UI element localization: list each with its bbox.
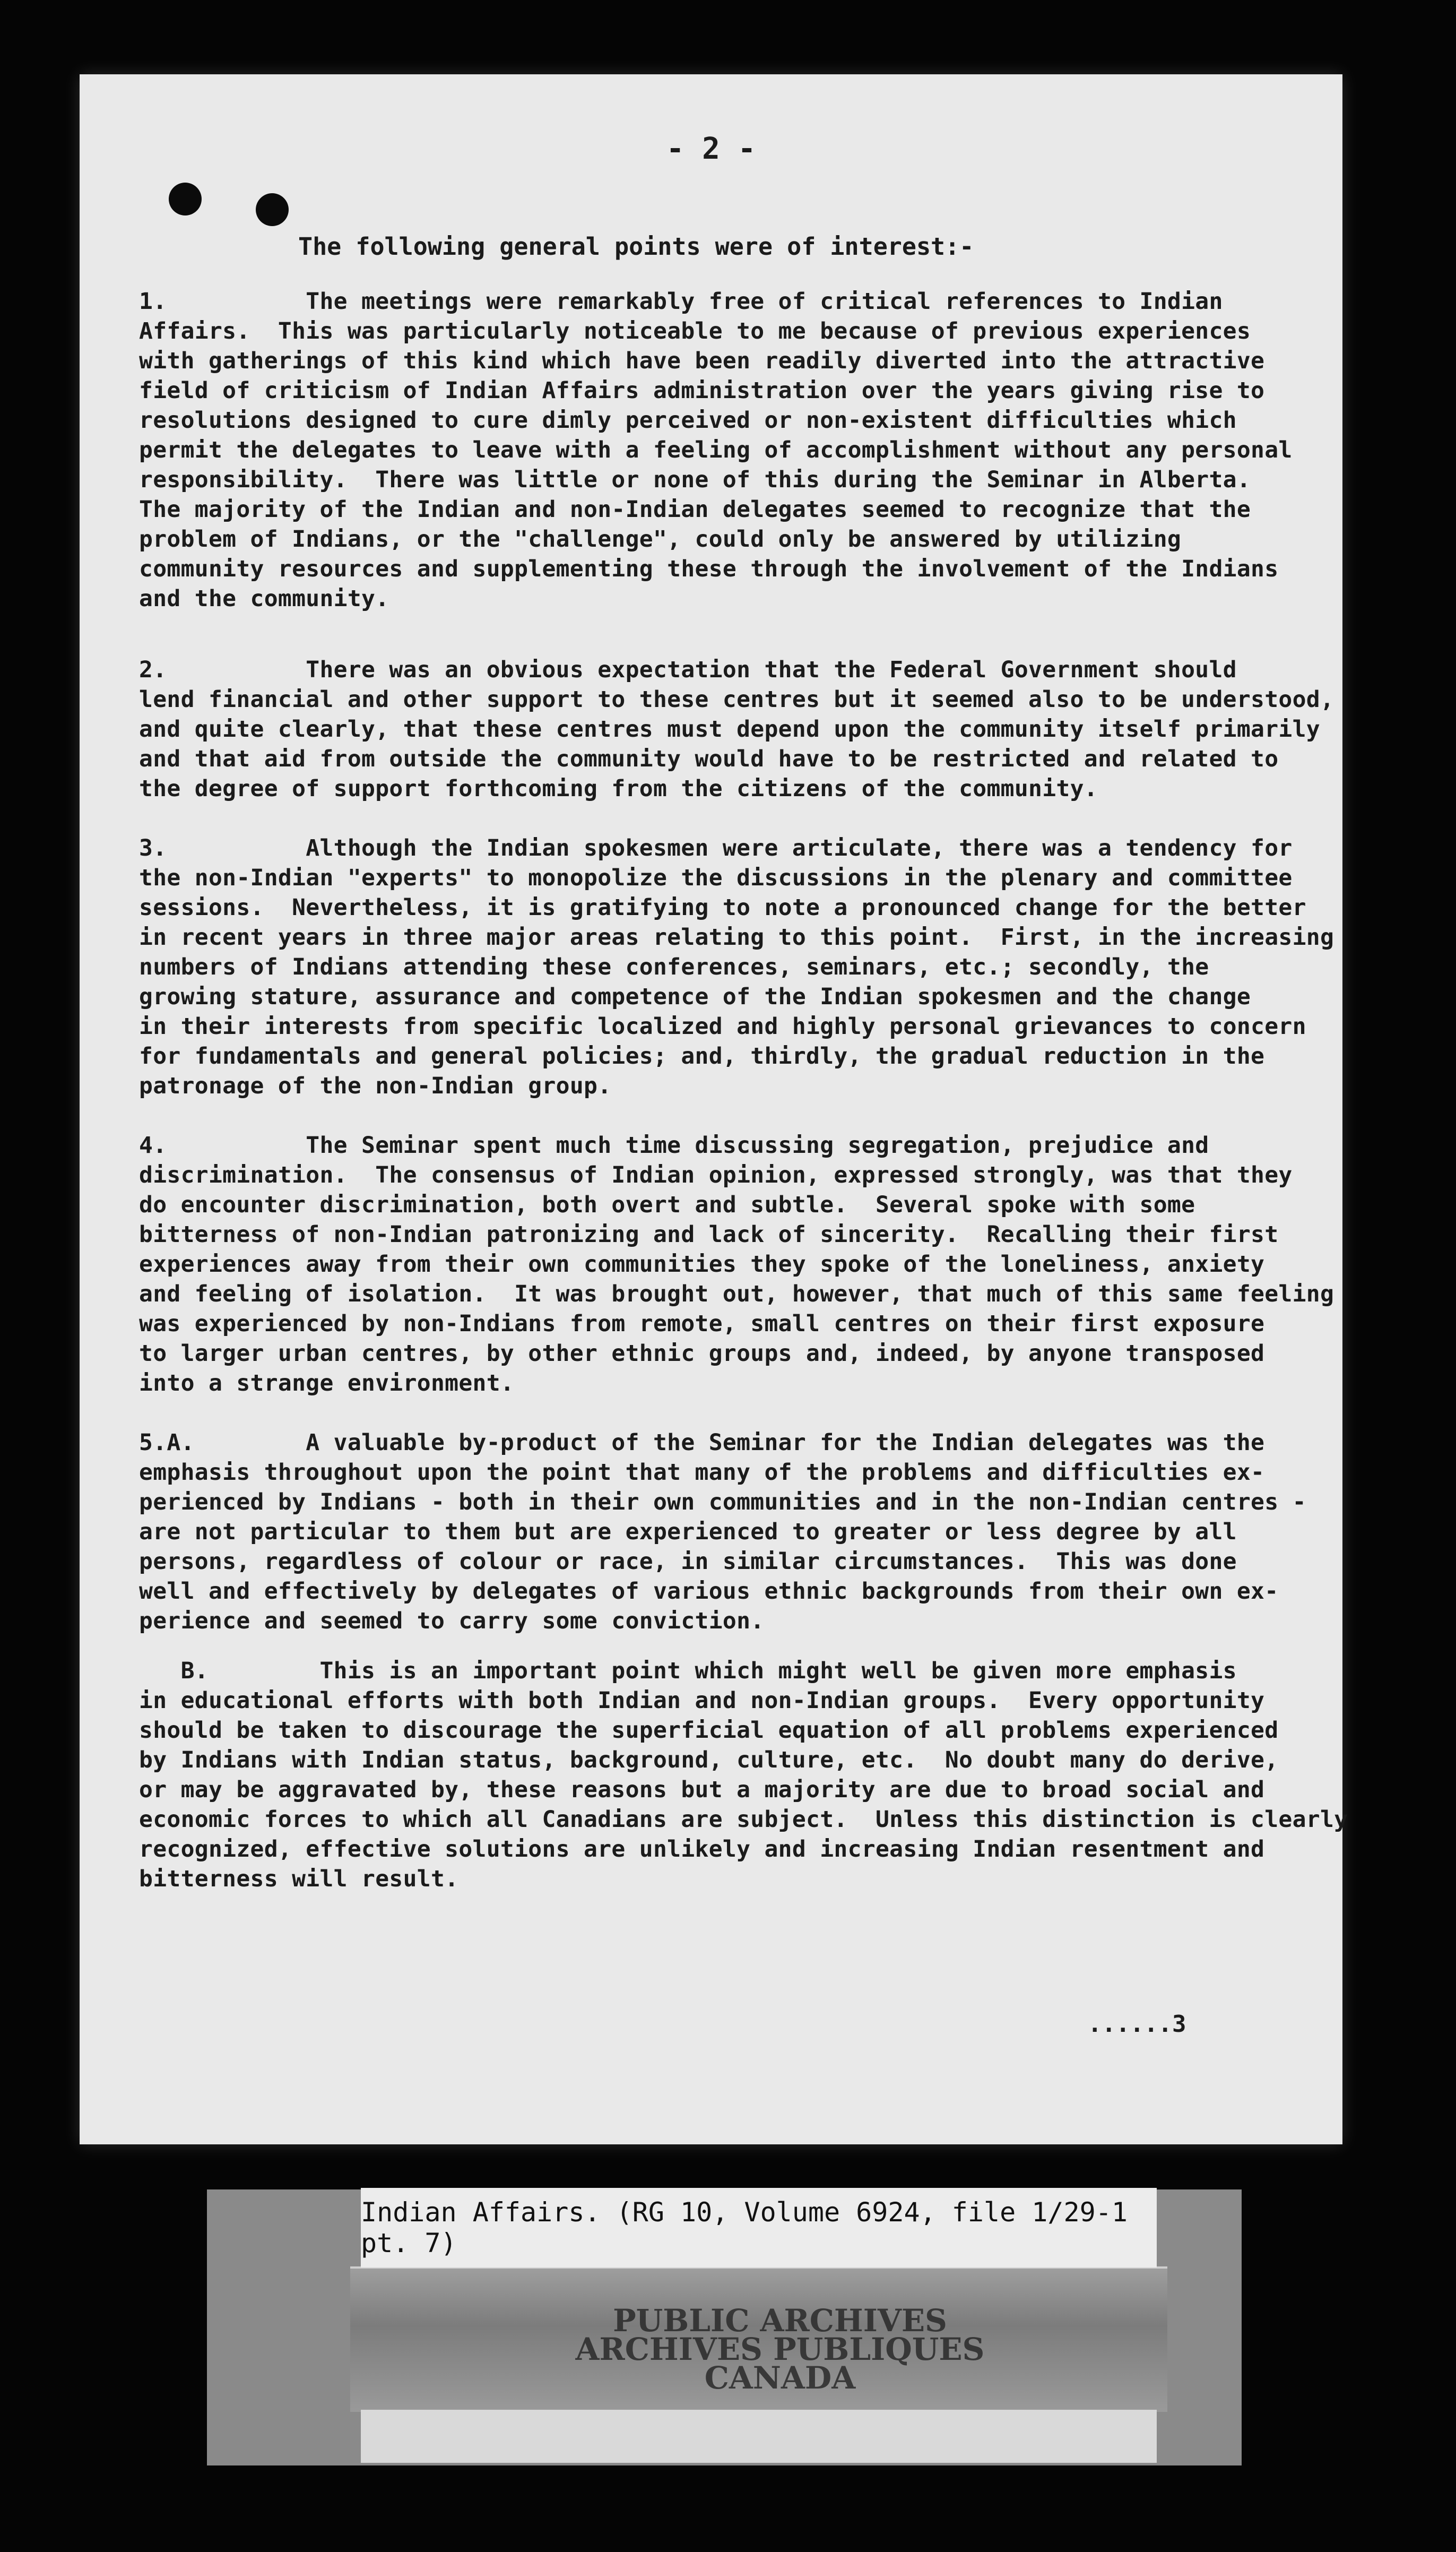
archive-strip bbox=[361, 2410, 1157, 2463]
page-number: - 2 - bbox=[666, 132, 756, 166]
paragraph-line: resolutions designed to cure dimly perceived or non-existent difficulties which bbox=[139, 407, 1237, 434]
stamp-line: PUBLIC ARCHIVES bbox=[613, 2303, 947, 2339]
paragraph-line: the non-Indian "experts" to monopolize the discussions in the plenary and committee bbox=[139, 865, 1293, 891]
paragraph-line: lend financial and other support to these centres but it seemed also to be understood, bbox=[139, 686, 1334, 713]
archive-label bbox=[361, 2188, 1157, 2268]
paragraph-line: community resources and supplementing these through the involvement of the Indians bbox=[139, 556, 1279, 582]
stamp-line: CANADA bbox=[704, 2360, 856, 2396]
document-page bbox=[80, 74, 1348, 2144]
paragraph-line: the degree of support forthcoming from the citizens of the community. bbox=[139, 775, 1098, 802]
paragraph-line: bitterness of non-Indian patronizing and lack of sincerity. Recalling their first bbox=[139, 1221, 1279, 1248]
paragraph-line: in educational efforts with both Indian and non-Indian groups. Every opportunity bbox=[139, 1687, 1265, 1714]
paragraph-line: well and effectively by delegates of various ethnic backgrounds from their own ex- bbox=[139, 1578, 1279, 1605]
paragraph-line: with gatherings of this kind which have been readily diverted into the attractive bbox=[139, 348, 1265, 374]
paragraph-line: numbers of Indians attending these conferences, seminars, etc.; secondly, the bbox=[139, 954, 1209, 980]
paragraph-line: 5.A. A valuable by-product of the Seminar for the Indian delegates was the bbox=[139, 1429, 1265, 1456]
paragraph-line: into a strange environment. bbox=[139, 1370, 515, 1396]
paragraph bbox=[139, 1428, 1305, 1636]
paragraph bbox=[139, 1656, 1348, 1894]
punch-hole bbox=[256, 193, 289, 226]
paragraph-line: persons, regardless of colour or race, in similar circumstances. This was done bbox=[139, 1548, 1237, 1575]
paragraph-line: responsibility. There was little or none of this during the Seminar in Alberta. bbox=[139, 467, 1251, 493]
paragraph-line: in their interests from specific localized and highly personal grievances to concern bbox=[139, 1013, 1306, 1040]
paragraph bbox=[139, 1131, 1334, 1398]
paragraph-line: and quite clearly, that these centres must depend upon the community itself primarily bbox=[139, 716, 1320, 743]
paragraph-line: growing stature, assurance and competence of the Indian spokesmen and the change bbox=[139, 984, 1251, 1010]
punch-hole bbox=[169, 183, 202, 215]
paragraph-line: Affairs. This was particularly noticeable to me because of previous experiences bbox=[139, 318, 1251, 344]
paragraph-line: to larger urban centres, by other ethnic groups and, indeed, by anyone transposed bbox=[139, 1340, 1265, 1367]
paragraph-line: 1. The meetings were remarkably free of critical references to Indian bbox=[139, 288, 1223, 315]
paragraph-line: patronage of the non-Indian group. bbox=[139, 1073, 612, 1099]
paragraph-line: bitterness will result. bbox=[139, 1866, 459, 1892]
paragraph-line: The majority of the Indian and non-Indian delegates seemed to recognize that the bbox=[139, 496, 1251, 523]
paragraph-line: should be taken to discourage the superficial equation of all problems experienced bbox=[139, 1717, 1279, 1744]
archive-stamp bbox=[541, 2303, 1019, 2396]
paragraph-line: in recent years in three major areas relating to this point. First, in the increasing bbox=[139, 924, 1334, 951]
paragraph-line: emphasis throughout upon the point that many of the problems and difficulties ex- bbox=[139, 1459, 1265, 1486]
intro-heading: The following general points were of interest:- bbox=[298, 232, 974, 261]
paragraph bbox=[139, 287, 1305, 614]
paragraph bbox=[139, 833, 1334, 1101]
paragraph-line: and the community. bbox=[139, 585, 389, 612]
paragraph-line: perienced by Indians - both in their own communities and in the non-Indian centres - bbox=[139, 1489, 1306, 1515]
paragraph-line: by Indians with Indian status, background, culture, etc. No doubt many do derive, bbox=[139, 1747, 1279, 1773]
paragraph-line: was experienced by non-Indians from remote, small centres on their first exposure bbox=[139, 1311, 1265, 1337]
paragraph-line: 3. Although the Indian spokesmen were articulate, there was a tendency for bbox=[139, 835, 1293, 861]
paragraph-line: are not particular to them but are experienced to greater or less degree by all bbox=[139, 1519, 1237, 1545]
paragraph-line: and that aid from outside the community would have to be restricted and related to bbox=[139, 746, 1279, 772]
paragraph-line: discrimination. The consensus of Indian opinion, expressed strongly, was that they bbox=[139, 1162, 1293, 1188]
paragraph-line: field of criticism of Indian Affairs administration over the years giving rise to bbox=[139, 377, 1265, 404]
paragraph-line: perience and seemed to carry some conviction. bbox=[139, 1608, 765, 1634]
paragraph-line: and feeling of isolation. It was brought out, however, that much of this same feeling bbox=[139, 1281, 1334, 1307]
paragraph-line: 2. There was an obvious expectation that the Federal Government should bbox=[139, 657, 1237, 683]
paragraph-line: B. This is an important point which might well be given more emphasis bbox=[139, 1658, 1237, 1684]
paragraph bbox=[139, 655, 1334, 804]
stamp-line: ARCHIVES PUBLIQUES bbox=[575, 2331, 985, 2367]
paragraph-line: permit the delegates to leave with a feeling of accomplishment without any personal bbox=[139, 437, 1293, 463]
paragraph-line: recognized, effective solutions are unlikely and increasing Indian resentment and bbox=[139, 1836, 1265, 1863]
archive-label-text: Indian Affairs. (RG 10, Volume 6924, file 1/29-1 pt. 7) bbox=[361, 2197, 1128, 2258]
paragraph-line: for fundamentals and general policies; and, thirdly, the gradual reduction in the bbox=[139, 1043, 1265, 1070]
paragraph-line: sessions. Nevertheless, it is gratifying to note a pronounced change for the better bbox=[139, 894, 1306, 921]
paragraph-line: economic forces to which all Canadians are subject. Unless this distinction is clearly bbox=[139, 1806, 1348, 1833]
paragraph-line: or may be aggravated by, these reasons but a majority are due to broad social and bbox=[139, 1777, 1265, 1803]
paragraph-line: 4. The Seminar spent much time discussing segregation, prejudice and bbox=[139, 1132, 1209, 1159]
paragraph-line: problem of Indians, or the "challenge", could only be answered by utilizing bbox=[139, 526, 1182, 553]
paragraph-line: experiences away from their own communities they spoke of the loneliness, anxiety bbox=[139, 1251, 1265, 1278]
continuation-marker: ......3 bbox=[1088, 2011, 1186, 2038]
paragraph-line: do encounter discrimination, both overt and subtle. Several spoke with some bbox=[139, 1192, 1195, 1218]
